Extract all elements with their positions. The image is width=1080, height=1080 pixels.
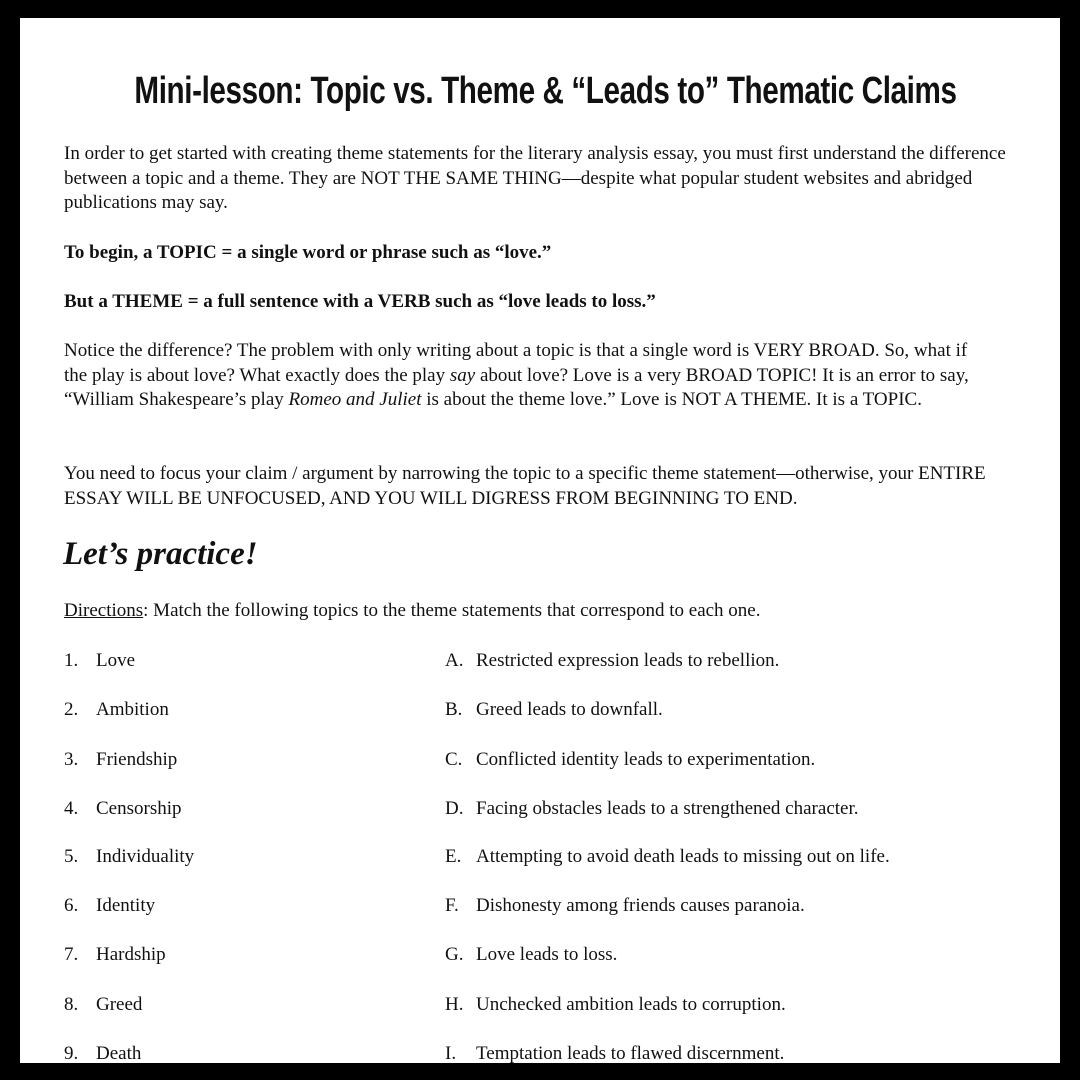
notice-text-2: about love? Love is a very BROAD TOPIC! It is an error to say, “William Shakespeare’s play <box>64 364 969 410</box>
theme-text: Love leads to loss. <box>476 944 618 965</box>
notice-paragraph <box>64 339 974 413</box>
match-row <box>20 699 1060 725</box>
match-row <box>20 798 1060 824</box>
theme-text: Attempting to avoid death leads to missing out on life. <box>476 846 890 867</box>
match-row <box>20 650 1060 676</box>
notice-text-3: is about the theme love.” Love is NOT A THEME. It is a TOPIC. <box>421 389 922 410</box>
theme-letter: C. <box>445 749 463 770</box>
theme-text: Greed leads to downfall. <box>476 699 663 720</box>
topic-text: Identity <box>96 895 156 916</box>
topic-number: 8. <box>64 994 79 1015</box>
theme-text: Restricted expression leads to rebellion. <box>476 650 780 671</box>
topic-text: Censorship <box>96 798 182 819</box>
match-row <box>20 1043 1060 1063</box>
topic-text: Death <box>96 1043 142 1063</box>
theme-letter: B. <box>445 699 463 720</box>
theme-letter: D. <box>445 798 464 819</box>
theme-text: Facing obstacles leads to a strengthened character. <box>476 798 859 819</box>
page-title: Mini-lesson: Topic vs. Theme & “Leads to” Thematic Claims <box>134 70 957 112</box>
topic-text: Friendship <box>96 749 178 770</box>
topic-number: 6. <box>64 895 79 916</box>
theme-letter: H. <box>445 994 464 1015</box>
topic-number: 5. <box>64 846 79 867</box>
theme-letter: I. <box>445 1043 457 1063</box>
theme-letter: E. <box>445 846 462 867</box>
topic-definition: To begin, a TOPIC = a single word or phrase such as “love.” <box>64 242 552 263</box>
topic-text: Individuality <box>96 846 195 867</box>
notice-text-1: Notice the difference? The problem with only writing about a topic is that a single word is VERY BROAD. So, what if the play is about love? What exactly does the play <box>64 340 968 386</box>
match-row <box>20 994 1060 1020</box>
theme-letter: A. <box>445 650 464 671</box>
notice-say: say <box>449 364 476 386</box>
notice-play-title: Romeo and Juliet <box>288 389 422 410</box>
directions <box>64 600 761 622</box>
theme-letter: G. <box>445 944 464 965</box>
match-row <box>20 846 1060 872</box>
topic-text: Love <box>96 650 136 671</box>
match-row <box>20 749 1060 775</box>
worksheet-page <box>20 18 1060 1063</box>
theme-text: Dishonesty among friends causes paranoia. <box>476 895 805 916</box>
directions-text: : Match the following topics to the theme statements that correspond to each one. <box>143 600 761 621</box>
topic-number: 3. <box>64 749 79 770</box>
topic-text: Ambition <box>96 699 169 720</box>
focus-paragraph: You need to focus your claim / argument by narrowing the topic to a specific theme statement—otherwise, your ENTIRE ESSAY WILL BE UNFOCUSED, AND YOU WILL DIGRESS FROM BEGINNING TO END. <box>64 463 986 509</box>
topic-number: 1. <box>64 650 79 671</box>
topic-number: 9. <box>64 1043 79 1063</box>
intro-paragraph: In order to get started with creating theme statements for the literary analysis essay, you must first understand the difference between a topic and a theme. They are NOT THE SAME THING—despite what popular student websites and abridged publications may say. <box>64 143 1006 213</box>
theme-text: Conflicted identity leads to experimentation. <box>476 749 816 770</box>
theme-text: Temptation leads to flawed discernment. <box>476 1043 785 1063</box>
practice-heading: Let’s practice! <box>63 536 258 572</box>
topic-number: 7. <box>64 944 79 965</box>
directions-label: Directions <box>64 600 144 621</box>
topic-number: 2. <box>64 699 79 720</box>
theme-text: Unchecked ambition leads to corruption. <box>476 994 786 1015</box>
theme-definition: But a THEME = a full sentence with a VERB such as “love leads to loss.” <box>64 291 656 312</box>
match-row <box>20 895 1060 921</box>
topic-text: Hardship <box>96 944 166 965</box>
topic-text: Greed <box>96 994 143 1015</box>
topic-number: 4. <box>64 798 79 819</box>
match-row <box>20 944 1060 970</box>
theme-letter: F. <box>445 895 459 916</box>
